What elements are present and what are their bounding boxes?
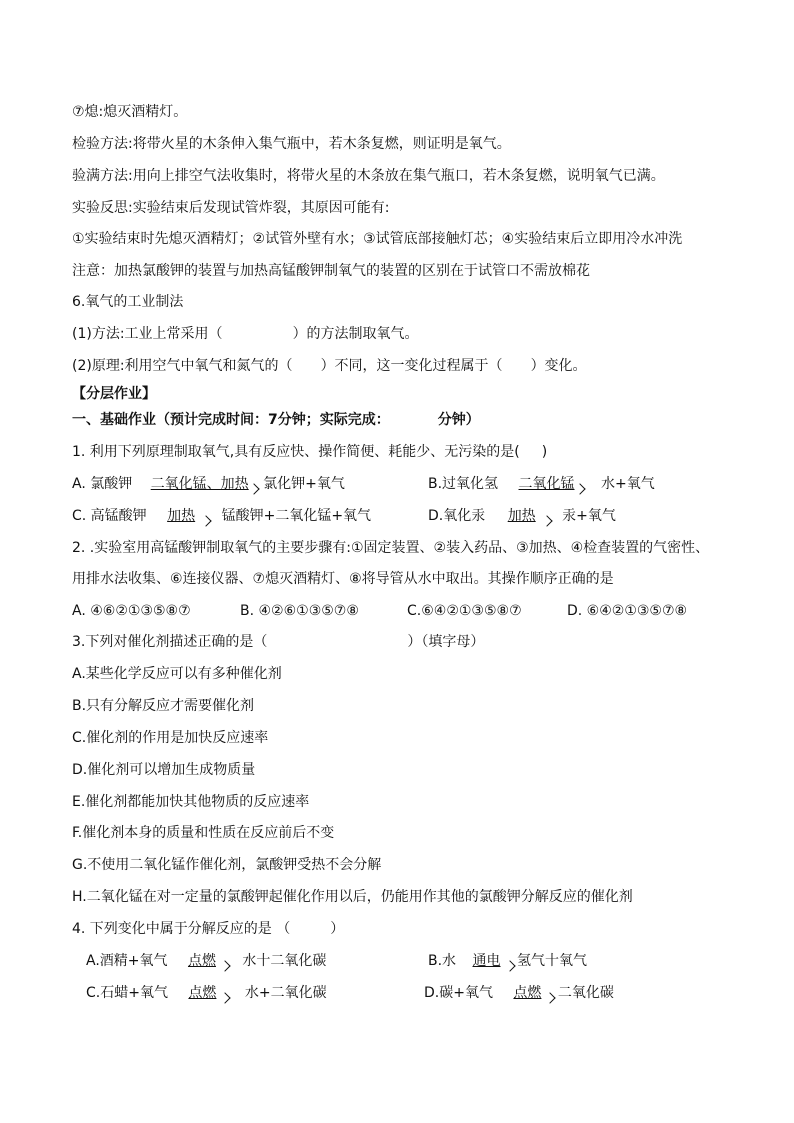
q2-option-b[interactable]: B. ④②⑥①③⑤⑦⑧ bbox=[240, 603, 359, 619]
q1-option-b[interactable]: B.过氧化氢 二氧化锰 水+氧气 bbox=[428, 474, 655, 494]
q4-option-c[interactable]: C.石蜡+氧气 点燃 水+二氧化碳 bbox=[86, 983, 327, 1003]
q4-option-a[interactable]: A.酒精+氧气 点燃 水十二氧化碳 bbox=[86, 951, 326, 971]
q1-option-d[interactable]: D.氧化汞 加热 汞+氧气 bbox=[428, 506, 616, 526]
q3-option-c[interactable]: C.催化剂的作用是加快反应速率 bbox=[72, 730, 269, 746]
reaction-arrow: 点燃 bbox=[182, 983, 222, 1003]
reaction-arrow: 加热 bbox=[159, 506, 203, 526]
question-2-line-1: 2. .实验室用高锰酸钾制取氧气的主要步骤有:①固定装置、②装入药品、③加热、④检查装置的气密性、 bbox=[72, 540, 710, 556]
reaction-arrow: 加热 bbox=[500, 506, 544, 526]
question-4: 4. 下列变化中属于分解反应的是 （ ） bbox=[72, 921, 345, 937]
reaction-arrow: 二氧化锰、加热 bbox=[149, 474, 251, 494]
q3-option-g[interactable]: G.不使用二氧化锰作催化剂，氯酸钾受热不会分解 bbox=[72, 857, 382, 873]
full-check-method: 验满方法:用向上排空气法收集时，将带火星的木条放在集气瓶口，若木条复燃，说明氧气已满。 bbox=[72, 168, 665, 184]
reaction-arrow: 二氧化锰 bbox=[517, 474, 577, 494]
industrial-method-line: (1)方法:工业上常采用（ ）的方法制取氧气。 bbox=[72, 326, 419, 342]
q3-option-b[interactable]: B.只有分解反应才需要催化剂 bbox=[72, 698, 255, 714]
q2-option-d[interactable]: D. ⑥④②①③⑤⑦⑧ bbox=[567, 603, 688, 619]
question-1: 1. 利用下列原理制取氧气,具有反应快、操作简便、耗能少、无污染的是( ) bbox=[72, 444, 548, 460]
q1-option-c[interactable]: C. 高锰酸钾 加热 锰酸钾+二氧化锰+氧气 bbox=[72, 506, 371, 526]
question-3: 3.下列对催化剂描述正确的是（ ）（填字母） bbox=[72, 634, 485, 650]
reflection-reasons: ①实验结束时先熄灭酒精灯；②试管外壁有水；③试管底部接触灯芯；④实验结束后立即用冷水冲洗 bbox=[72, 231, 683, 247]
reflection-heading: 实验反思:实验结束后发现试管炸裂，其原因可能有: bbox=[72, 200, 390, 216]
q1-option-a[interactable]: A. 氯酸钾 二氧化锰、加热 氯化钾+氧气 bbox=[72, 474, 345, 494]
reaction-arrow: 点燃 bbox=[507, 983, 547, 1003]
test-method: 检验方法:将带火星的木条伸入集气瓶中，若木条复燃，则证明是氧气。 bbox=[72, 136, 511, 152]
q4-option-b[interactable]: B.水 通电 氢气十氧气 bbox=[428, 951, 587, 971]
step-extinguish: ⑦熄:熄灭酒精灯。 bbox=[72, 104, 188, 120]
q4-option-d[interactable]: D.碳+氧气 点燃 二氧化碳 bbox=[424, 983, 614, 1003]
reaction-arrow: 通电 bbox=[467, 951, 507, 971]
note-text: 注意：加热氯酸钾的装置与加热高锰酸钾制氧气的装置的区别在于试管口不需放棉花 bbox=[72, 263, 590, 279]
q3-option-f[interactable]: F.催化剂本身的质量和性质在反应前后不变 bbox=[72, 825, 335, 841]
section-industrial-oxygen: 6.氧气的工业制法 bbox=[72, 294, 184, 310]
industrial-principle-line: (2)原理:利用空气中氧气和氮气的（ ）不同，这一变化过程属于（ ）变化。 bbox=[72, 358, 587, 374]
q3-option-e[interactable]: E.催化剂都能加快其他物质的反应速率 bbox=[72, 794, 310, 810]
q2-option-a[interactable]: A. ④⑥②①③⑤⑧⑦ bbox=[72, 603, 191, 619]
q2-option-c[interactable]: C.⑥④②①③⑤⑧⑦ bbox=[407, 603, 522, 619]
question-2-line-2: 用排水法收集、⑥连接仪器、⑦熄灭酒精灯、⑧将导管从水中取出。其操作顺序正确的是 bbox=[72, 571, 614, 587]
homework-heading: 【分层作业】 bbox=[72, 386, 156, 402]
q3-option-a[interactable]: A.某些化学反应可以有多种催化剂 bbox=[72, 666, 282, 682]
basic-homework-heading: 一、基础作业（预计完成时间：7分钟；实际完成： 分钟） bbox=[72, 412, 480, 428]
reaction-arrow: 点燃 bbox=[182, 951, 222, 971]
q3-option-d[interactable]: D.催化剂可以增加生成物质量 bbox=[72, 762, 256, 778]
q3-option-h[interactable]: H.二氧化锰在对一定量的氯酸钾起催化作用以后，仍能用作其他的氯酸钾分解反应的催化剂 bbox=[72, 889, 633, 905]
